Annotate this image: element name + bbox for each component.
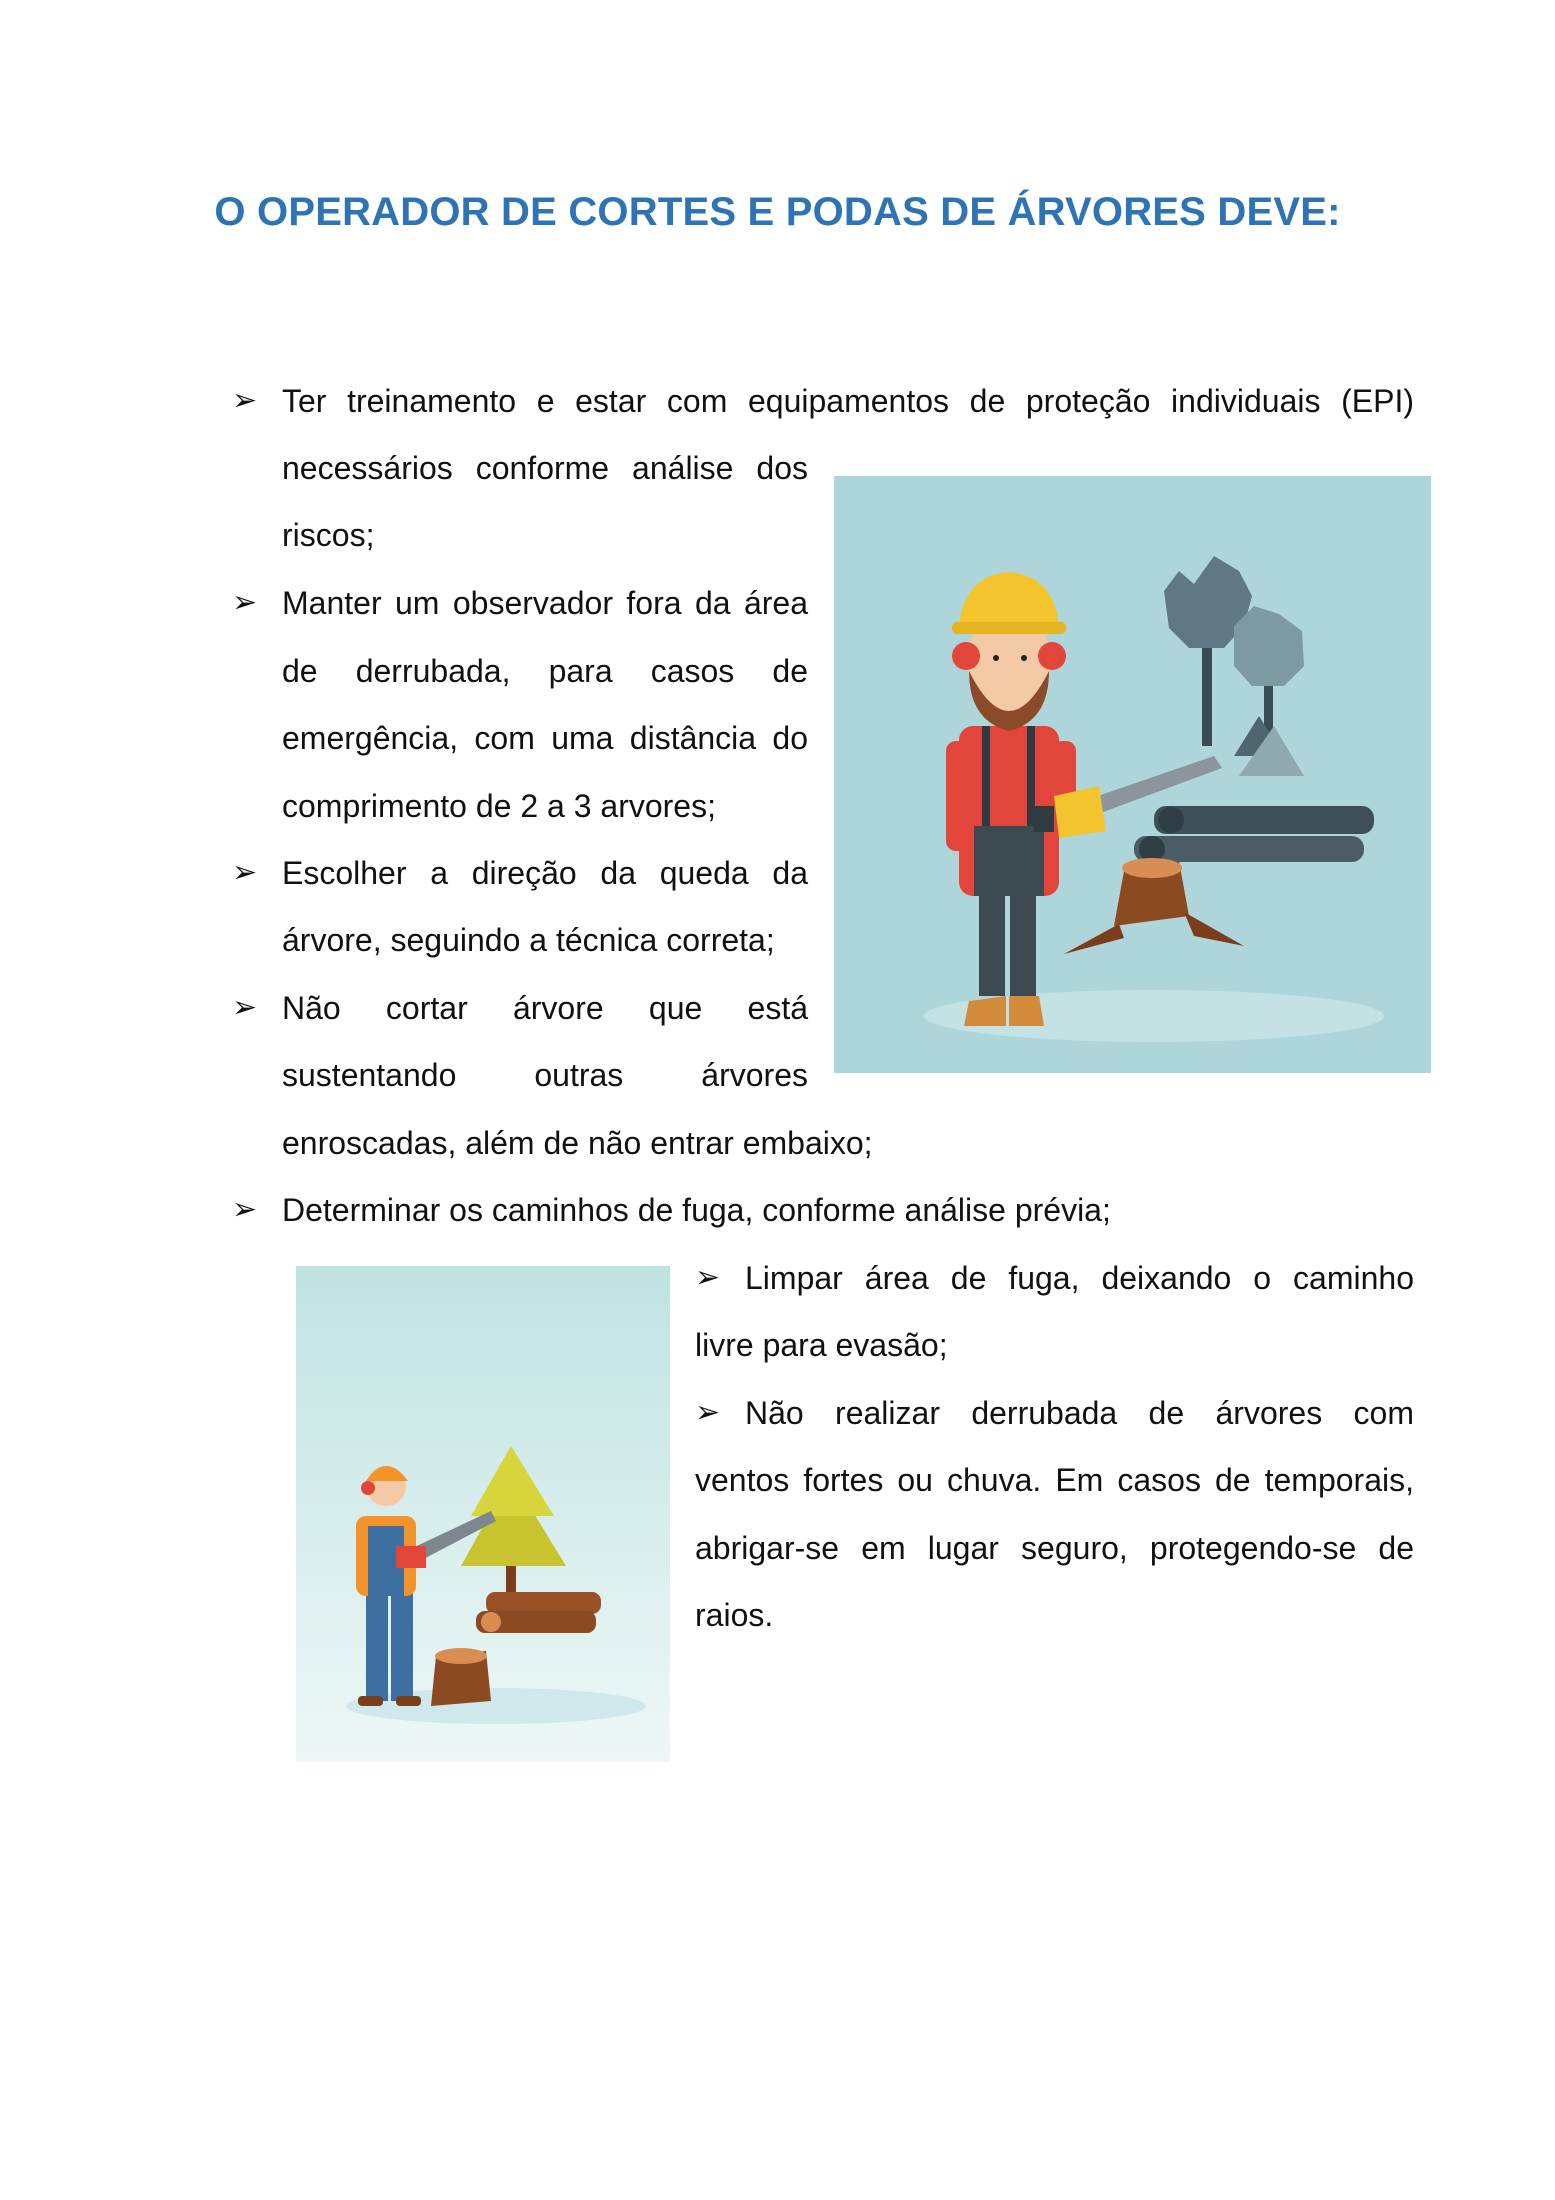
- bullet-icon: ➢: [232, 586, 258, 619]
- lumberjack-illustration: [834, 476, 1431, 1073]
- list-item-line: comprimento de 2 a 3 arvores;: [282, 788, 716, 824]
- lumberjack-svg: [834, 476, 1431, 1073]
- list-item-line: sustentando outras árvores: [282, 1057, 808, 1093]
- bullet-icon: ➢: [695, 1261, 721, 1294]
- list-item-line: Manter um observador fora da área: [282, 585, 808, 621]
- list-item-line: de derrubada, para casos de: [282, 653, 808, 689]
- list-item-line: necessários conforme análise dos: [282, 450, 808, 486]
- list-item-line: Não cortar árvore que está: [282, 990, 808, 1026]
- bullet-icon: ➢: [232, 856, 258, 889]
- list-item-line: Não realizar derrubada de árvores com: [745, 1395, 1414, 1431]
- bullet-icon: ➢: [232, 991, 258, 1024]
- bullet-icon: ➢: [232, 384, 258, 417]
- page-title: O OPERADOR DE CORTES E PODAS DE ÁRVORES DEVE:: [214, 190, 1341, 234]
- list-item-line: enroscadas, além de não entrar embaixo;: [282, 1125, 873, 1161]
- woman-lumberjack-illustration: [296, 1266, 670, 1762]
- bullet-icon: ➢: [232, 1193, 258, 1226]
- list-item-line: abrigar-se em lugar seguro, protegendo-se de: [695, 1530, 1414, 1566]
- list-item-line: árvore, seguindo a técnica correta;: [282, 922, 775, 958]
- list-item-line: Escolher a direção da queda da: [282, 855, 808, 891]
- list-item-line: ventos fortes ou chuva. Em casos de temporais,: [695, 1462, 1414, 1498]
- woman-lumberjack-svg: [296, 1266, 670, 1762]
- list-item-line: riscos;: [282, 517, 375, 553]
- list-item-line: Ter treinamento e estar com equipamentos de proteção individuais (EPI): [282, 383, 1414, 419]
- bullet-icon: ➢: [695, 1396, 721, 1429]
- list-item-line: Limpar área de fuga, deixando o caminho: [745, 1260, 1414, 1296]
- list-item-line: raios.: [695, 1597, 774, 1633]
- list-item-line: livre para evasão;: [695, 1327, 948, 1363]
- list-item-line: emergência, com uma distância do: [282, 720, 808, 756]
- list-item-line: Determinar os caminhos de fuga, conforme análise prévia;: [282, 1192, 1111, 1228]
